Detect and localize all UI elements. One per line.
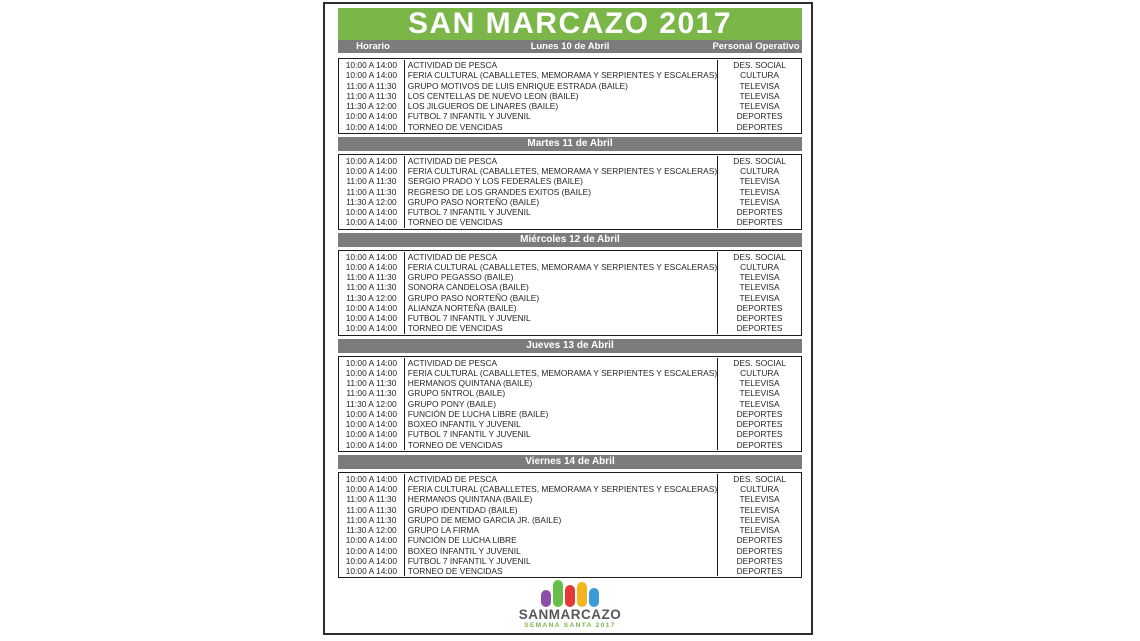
day-header-bar: Miércoles 12 de Abril (338, 233, 802, 247)
activity-cell: GRUPO DE MEMO GARCIA JR. (BAILE) (407, 514, 562, 525)
activity-cell: GRUPO IDENTIDAD (BAILE) (407, 504, 518, 515)
department-cell: CULTURA (740, 367, 780, 378)
department-cell: CULTURA (740, 70, 780, 81)
time-cell: 11:30 A 12:00 (346, 101, 397, 111)
activity-cell: FUTBOL 7 INFANTIL Y JUVENIL (407, 207, 531, 217)
activity-cell: SONORA CANDELOSA (BAILE) (407, 282, 529, 293)
activity-cell: FUNCIÓN DE LUCHA LIBRE (BAILE) (407, 408, 549, 419)
time-cell: 10:00 A 14:00 (345, 313, 397, 323)
time-cell: 11:00 A 11:30 (346, 378, 397, 388)
time-cell: 10:00 A 14:00 (345, 555, 397, 566)
department-cell: DEPORTES (736, 111, 783, 122)
time-cell: 11:00 A 11:30 (346, 90, 397, 101)
department-cell: DEPORTES (736, 121, 783, 132)
time-cell: 10:00 A 14:00 (345, 473, 397, 484)
department-cell: DES. SOCIAL (733, 357, 786, 368)
logo-tagline: SEMANA SANTA 2017 (524, 622, 616, 630)
activity-cell: FERIA CULTURAL (CABALLETES, MEMORAMA Y SERPIENTES Y ESCALERAS) (407, 484, 718, 494)
activity-column (405, 156, 718, 228)
day-schedule-block (338, 250, 802, 336)
footer-logo (338, 580, 802, 630)
time-column (339, 252, 405, 334)
time-cell: 10:00 A 14:00 (345, 251, 397, 262)
day-schedule-block (338, 58, 802, 134)
time-cell: 11:00 A 11:30 (346, 282, 397, 293)
page-title: SAN MARCAZO 2017 (338, 8, 802, 40)
activity-cell: BOXEO INFANTIL Y JUVENIL (407, 545, 521, 556)
activity-cell: GRUPO PASO NORTEÑO (BAILE) (407, 196, 540, 207)
logo-bar-green (553, 580, 563, 607)
department-cell: DES. SOCIAL (733, 473, 786, 484)
department-cell: DEPORTES (736, 323, 783, 334)
department-column (718, 156, 801, 228)
activity-cell: GRUPO PEGASSO (BAILE) (407, 272, 514, 282)
activity-cell: ACTIVIDAD DE PESCA (407, 60, 498, 70)
department-cell: TELEVISA (739, 101, 780, 111)
day-schedule-block (338, 472, 802, 579)
department-cell: TELEVISA (739, 282, 780, 293)
department-cell: DEPORTES (736, 217, 783, 228)
logo-bar-purple (541, 590, 551, 607)
activity-cell: BOXEO INFANTIL Y JUVENIL (407, 419, 521, 429)
activity-cell: ACTIVIDAD DE PESCA (407, 357, 498, 368)
activity-cell: LOS CENTELLAS DE NUEVO LEON (BAILE) (407, 90, 579, 101)
time-cell: 10:00 A 14:00 (345, 70, 397, 81)
time-cell: 11:00 A 11:30 (346, 186, 397, 197)
activity-cell: GRUPO PASO NORTEÑO (BAILE) (407, 292, 540, 303)
department-cell: DES. SOCIAL (733, 251, 786, 262)
department-cell: DEPORTES (736, 302, 783, 313)
time-cell: 10:00 A 14:00 (345, 535, 397, 546)
department-cell: DEPORTES (736, 207, 783, 217)
activity-cell: GRUPO LA FIRMA (407, 525, 479, 535)
activity-cell: ACTIVIDAD DE PESCA (407, 473, 498, 484)
activity-cell: TORNEO DE VENCIDAS (407, 566, 503, 576)
department-cell: TELEVISA (739, 525, 780, 535)
activity-cell: FERIA CULTURAL (CABALLETES, MEMORAMA Y SERPIENTES Y ESCALERAS) (407, 261, 718, 272)
department-cell: DEPORTES (736, 439, 783, 450)
time-cell: 10:00 A 14:00 (345, 323, 397, 334)
department-cell: TELEVISA (739, 272, 780, 282)
department-cell: CULTURA (740, 484, 780, 494)
time-cell: 10:00 A 14:00 (345, 155, 397, 166)
department-cell: TELEVISA (739, 186, 780, 197)
time-cell: 10:00 A 14:00 (345, 121, 397, 132)
logo-bar-yellow (577, 582, 587, 607)
department-cell: TELEVISA (739, 80, 780, 91)
activity-cell: HERMANOS QUINTANA (BAILE) (407, 378, 533, 388)
department-cell: TELEVISA (739, 494, 780, 505)
table-header-bar (338, 40, 802, 53)
department-cell: DES. SOCIAL (733, 60, 786, 70)
time-cell: 10:00 A 14:00 (345, 367, 397, 378)
time-cell: 10:00 A 14:00 (345, 419, 397, 429)
time-cell: 10:00 A 14:00 (345, 429, 397, 440)
department-cell: DES. SOCIAL (733, 155, 786, 166)
activity-column (405, 252, 718, 334)
page-content (338, 8, 802, 630)
activity-cell: LOS JILGUEROS DE LINARES (BAILE) (407, 101, 559, 111)
logo-bar-red (565, 585, 575, 607)
department-cell: TELEVISA (739, 90, 780, 101)
time-column (339, 474, 405, 577)
department-cell: DEPORTES (736, 566, 783, 576)
department-cell: DEPORTES (736, 535, 783, 546)
time-cell: 10:00 A 14:00 (345, 357, 397, 368)
time-cell: 10:00 A 14:00 (345, 545, 397, 556)
time-cell: 10:00 A 14:00 (345, 302, 397, 313)
time-cell: 11:00 A 11:30 (346, 388, 397, 399)
department-cell: TELEVISA (739, 504, 780, 515)
activity-cell: FUTBOL 7 INFANTIL Y JUVENIL (407, 313, 531, 323)
time-cell: 10:00 A 14:00 (345, 166, 397, 176)
time-cell: 10:00 A 14:00 (345, 566, 397, 576)
activity-column (405, 358, 718, 450)
department-cell: TELEVISA (739, 378, 780, 388)
time-cell: 11:30 A 12:00 (346, 292, 397, 303)
activity-cell: TORNEO DE VENCIDAS (407, 121, 503, 132)
department-cell: DEPORTES (736, 408, 783, 419)
department-cell: DEPORTES (736, 555, 783, 566)
activity-column (405, 60, 718, 132)
department-cell: DEPORTES (736, 419, 783, 429)
time-cell: 10:00 A 14:00 (345, 60, 397, 70)
time-cell: 11:00 A 11:30 (346, 514, 397, 525)
time-cell: 11:00 A 11:30 (346, 494, 397, 505)
activity-cell: SERGIO PRADO Y LOS FEDERALES (BAILE) (407, 176, 583, 187)
department-cell: TELEVISA (739, 292, 780, 303)
activity-cell: GRUPO PONY (BAILE) (407, 398, 497, 409)
time-cell: 10:00 A 14:00 (345, 261, 397, 272)
time-cell: 11:00 A 11:30 (346, 504, 397, 515)
time-cell: 11:30 A 12:00 (346, 525, 397, 535)
time-cell: 11:30 A 12:00 (346, 398, 397, 409)
column-header-horario: Horario (356, 41, 390, 52)
day-schedule-block (338, 154, 802, 230)
column-header-personal-operativo: Personal Operativo (712, 41, 800, 52)
activity-cell: TORNEO DE VENCIDAS (407, 217, 503, 228)
time-cell: 11:00 A 11:30 (346, 80, 397, 91)
department-cell: CULTURA (740, 166, 780, 176)
logo-bars-icon (541, 580, 599, 607)
activity-cell: FERIA CULTURAL (CABALLETES, MEMORAMA Y SERPIENTES Y ESCALERAS) (407, 70, 718, 81)
activity-cell: HERMANOS QUINTANA (BAILE) (407, 494, 533, 505)
time-cell: 10:00 A 14:00 (345, 207, 397, 217)
activity-cell: REGRESO DE LOS GRANDES EXITOS (BAILE) (407, 186, 591, 197)
time-cell: 10:00 A 14:00 (345, 217, 397, 228)
department-column (718, 474, 801, 577)
activity-cell: FUNCIÓN DE LUCHA LIBRE (407, 535, 517, 546)
department-column (718, 358, 801, 450)
department-column (718, 252, 801, 334)
department-cell: DEPORTES (736, 429, 783, 440)
activity-cell: TORNEO DE VENCIDAS (407, 323, 503, 334)
time-cell: 10:00 A 14:00 (345, 484, 397, 494)
activity-cell: TORNEO DE VENCIDAS (407, 439, 503, 450)
day-sections (338, 58, 802, 578)
department-cell: TELEVISA (739, 398, 780, 409)
activity-cell: ACTIVIDAD DE PESCA (407, 251, 498, 262)
department-column (718, 60, 801, 132)
time-cell: 10:00 A 14:00 (345, 111, 397, 122)
day-header-bar: Martes 11 de Abril (338, 137, 802, 151)
activity-cell: FUTBOL 7 INFANTIL Y JUVENIL (407, 429, 531, 440)
department-cell: TELEVISA (739, 514, 780, 525)
time-column (339, 358, 405, 450)
logo-bar-blue (589, 588, 599, 607)
department-cell: CULTURA (740, 261, 780, 272)
day-schedule-block (338, 356, 802, 452)
department-cell: TELEVISA (739, 176, 780, 187)
activity-cell: ACTIVIDAD DE PESCA (407, 155, 498, 166)
department-cell: DEPORTES (736, 313, 783, 323)
time-column (339, 156, 405, 228)
activity-column (405, 474, 718, 577)
time-cell: 10:00 A 14:00 (345, 439, 397, 450)
activity-cell: FUTBOL 7 INFANTIL Y JUVENIL (407, 111, 531, 122)
department-cell: TELEVISA (739, 196, 780, 207)
day-header-bar: Viernes 14 de Abril (338, 455, 802, 469)
department-cell: TELEVISA (739, 388, 780, 399)
activity-cell: ALIANZA NORTEÑA (BAILE) (407, 302, 517, 313)
time-cell: 11:00 A 11:30 (346, 272, 397, 282)
time-cell: 10:00 A 14:00 (345, 408, 397, 419)
schedule-page (323, 2, 813, 635)
activity-cell: FUTBOL 7 INFANTIL Y JUVENIL (407, 555, 531, 566)
column-header-day-monday: Lunes 10 de Abril (530, 41, 610, 52)
department-cell: DEPORTES (736, 545, 783, 556)
activity-cell: GRUPO 5NTROL (BAILE) (407, 388, 506, 399)
activity-cell: GRUPO MOTIVOS DE LUIS ENRIQUE ESTRADA (BAILE) (407, 80, 628, 91)
activity-cell: FERIA CULTURAL (CABALLETES, MEMORAMA Y SERPIENTES Y ESCALERAS) (407, 166, 718, 176)
activity-cell: FERIA CULTURAL (CABALLETES, MEMORAMA Y SERPIENTES Y ESCALERAS) (407, 367, 718, 378)
logo-wordmark: SANMARCAZO (518, 607, 622, 623)
time-cell: 11:30 A 12:00 (346, 196, 397, 207)
day-header-bar: Jueves 13 de Abril (338, 339, 802, 353)
time-column (339, 60, 405, 132)
time-cell: 11:00 A 11:30 (346, 176, 397, 187)
